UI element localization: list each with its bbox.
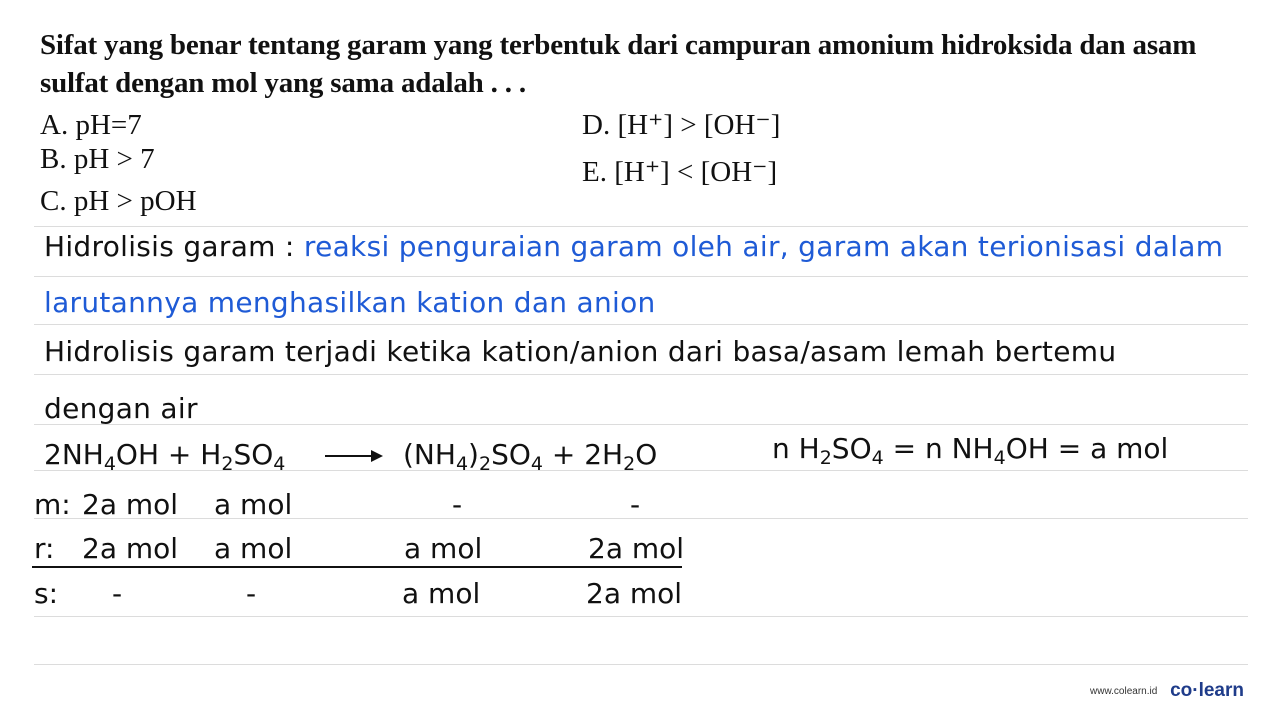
products: $(NH_4)_2SO_4 + 2H_2O$: [403, 438, 658, 475]
row-m-c4: -: [630, 488, 641, 521]
notes-line-1: [44, 230, 1223, 264]
row-s-c2: -: [246, 577, 257, 610]
notes-line-3: Hidrolisis garam terjadi ketika kation/anion dari basa/asam lemah bertemu: [44, 335, 1117, 368]
reactants: $2NH_4OH + H_2SO_4$: [44, 438, 286, 475]
ruled-line: [34, 276, 1248, 277]
option-d: D. [H⁺] > [OH⁻]: [582, 109, 781, 141]
notes-line-2: larutannya menghasilkan kation dan anion: [44, 286, 656, 319]
reaction-arrow: [325, 455, 373, 457]
ruled-line: [34, 616, 1248, 617]
question-text: Sifat yang benar tentang garam yang terbentuk dari campuran amonium hidroksida dan asam sulfat dengan mol yang sama adalah . . .: [40, 29, 1197, 99]
option-e: E. [H⁺] < [OH⁻]: [582, 156, 778, 188]
mole-relation-result: a mol: [1090, 432, 1169, 465]
row-s-c4: 2a mol: [586, 577, 683, 610]
row-s-c1: -: [112, 577, 123, 610]
row-s-label: s:: [34, 577, 59, 610]
row-m-c1: 2a mol: [82, 488, 179, 521]
row-r-label: r:: [34, 532, 55, 565]
row-s-c3: a mol: [402, 577, 481, 610]
hydrolysis-definition: reaksi penguraian garam oleh air, garam akan terionisasi dalam: [303, 230, 1224, 263]
colearn-logo: co·learn: [1170, 680, 1244, 701]
sum-line: [32, 566, 682, 568]
ruled-line: [34, 374, 1248, 375]
ruled-line: [34, 226, 1248, 227]
row-m-label: m:: [34, 488, 71, 521]
hydrolysis-label: Hidrolisis garam :: [44, 230, 295, 263]
option-a: A. pH=7: [40, 109, 142, 141]
footer-site-url: www.colearn.id: [1090, 685, 1158, 697]
reaction-arrow-head: [371, 450, 383, 462]
option-c: C. pH > pOH: [40, 185, 197, 217]
row-m-c2: a mol: [214, 488, 293, 521]
row-r-c1: 2a mol: [82, 532, 179, 565]
row-m-c3: -: [452, 488, 463, 521]
ruled-line: [34, 324, 1248, 325]
row-r-c3: a mol: [404, 532, 483, 565]
ruled-line: [34, 424, 1248, 425]
option-b: B. pH > 7: [40, 143, 155, 175]
ruled-line: [34, 664, 1248, 665]
notes-line-4: dengan air: [44, 392, 198, 425]
mole-relation: n $H_2SO_4 = n$ $NH_4OH = a$ mol: [772, 432, 1169, 469]
row-r-c2: a mol: [214, 532, 293, 565]
footer-brand: [1090, 680, 1244, 702]
row-r-c4: 2a mol: [588, 532, 685, 565]
